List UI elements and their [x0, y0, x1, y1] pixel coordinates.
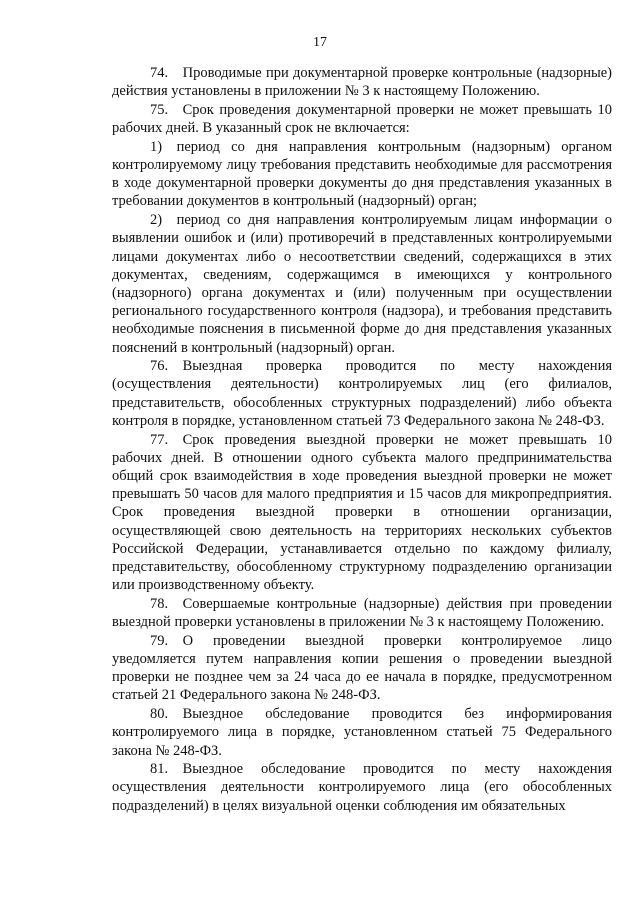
paragraph-75: 75. Срок проведения документарной проверки не может превышать 10 рабочих дней. В указанный срок не включается: — [112, 101, 612, 137]
paragraph-77: 77. Срок проведения выездной проверки не может превышать 10 рабочих дней. В отношении одного субъекта малого предпринимательства общий срок взаимодействия в ходе проведения выездной проверки не может превышать 50 часов для малого предприятия и 15 часов для микропредприятия. Срок проведения выездной проверки в отношении организации, осуществляющей свою деятельность на территориях нескольких субъектов Российской Федерации, устанавливается отдельно по каждому филиалу, представительству, обособленному структурному подразделению организации или производственному объекту. — [112, 431, 612, 594]
page-number: 17 — [313, 35, 327, 50]
paragraph-79: 79. О проведении выездной проверки контролируемое лицо уведомляется путем направления копии решения о проведении выездной проверки не позднее чем за 24 часа до ее начала в порядке, предусмотренном статьей 21 Федерального закона № 248-ФЗ. — [112, 632, 612, 704]
paragraph-81: 81. Выездное обследование проводится по месту нахождения осуществления деятельности контролируемого лица (его обособленных подразделений) в целях визуальной оценки соблюдения им обязательных — [112, 761, 612, 814]
paragraph-75-item-2: 2) период со дня направления контролируемым лицам информации о выявлении ошибок и (или) противоречий в представленных контролируемыми лицами документах либо о несоответствии сведений, содержащихся в этих документах, сведениям, содержащимся в имеющихся у контрольного (надзорного) органа документах и (или) полученным при осуществлении регионального государственного контроля (надзора), и требования представить необходимые пояснения в письменной форме до дня представления указанных пояснений в контрольный (надзорный) орган. — [112, 212, 612, 356]
paragraph-75-item-1: 1) период со дня направления контрольным (надзорным) органом контролируемому лицу требования представить необходимые для рассмотрения в ходе документарной проверки документы до дня представления указанных в требовании документов в контрольный (надзорный) орган; — [112, 138, 612, 210]
paragraph-76: 76. Выездная проверка проводится по месту нахождения (осуществления деятельности) контролируемых лиц (его филиалов, представительств, обособленных структурных подразделений) либо объекта контроля в порядке, установленном статьей 73 Федерального закона № 248-ФЗ. — [112, 358, 612, 429]
paragraph-74: 74. Проводимые при документарной проверке контрольные (надзорные) действия установлены в приложении № 3 к настоящему Положению. — [112, 65, 612, 100]
document-body — [112, 64, 612, 815]
paragraph-80: 80. Выездное обследование проводится без информирования контролируемого лица в порядке, установленном статьей 75 Федерального закона № 248-ФЗ. — [112, 706, 612, 759]
paragraph-78: 78. Совершаемые контрольные (надзорные) действия при проведении выездной проверки установлены в приложении № 3 к настоящему Положению. — [112, 595, 612, 631]
